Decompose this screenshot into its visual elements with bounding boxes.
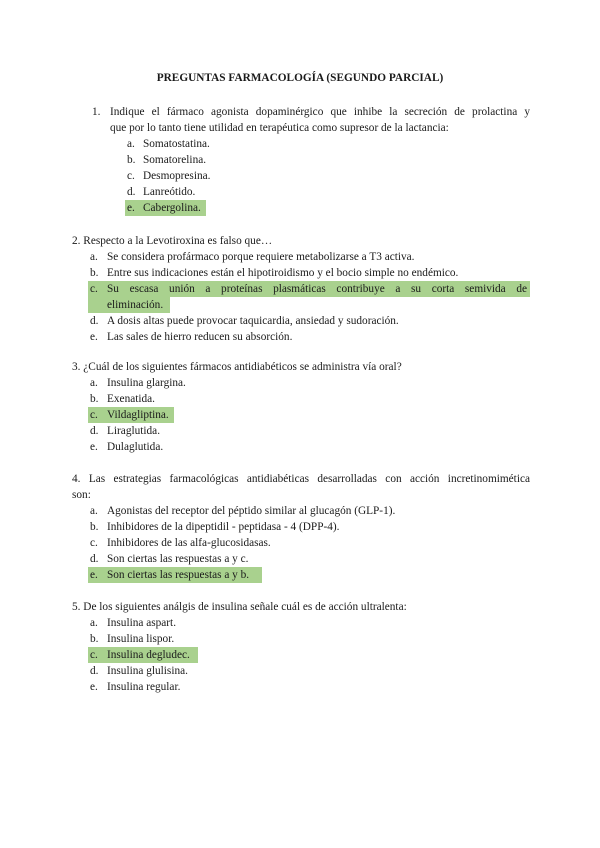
option-text: Insulina regular. [107,681,181,693]
option-e-correct[interactable] [127,200,530,216]
question-stem-line: Indique el fármaco agonista dopaminérgico que inhibe la secreción de prolactina y [110,106,530,118]
option-c-correct[interactable] [90,281,530,313]
option-label: e. [90,569,98,581]
option-text: Insulina aspart. [107,617,177,629]
option-text: Agonistas del receptor del péptido similar al glucagón (GLP-1). [107,505,396,517]
option-text: Insulina glulisina. [107,665,188,677]
option-text-line: Su escasa unión a proteínas plasmáticas contribuye a su corta semivida de [107,283,527,295]
option-label: b. [90,633,99,645]
option-text: Las sales de hierro reducen su absorción. [107,331,293,343]
option-label: a. [90,377,98,389]
option-e[interactable] [90,329,530,345]
option-b[interactable] [90,391,530,407]
question-number: 1. [92,106,101,118]
option-c-correct[interactable] [90,407,530,423]
option-label: d. [90,553,99,565]
option-b[interactable] [127,152,530,168]
option-e[interactable] [90,679,530,695]
option-label: e. [90,331,98,343]
option-text: Insulina degludec. [107,649,190,661]
option-label: e. [90,441,98,453]
option-d[interactable] [90,551,530,567]
option-label: e. [127,202,135,214]
option-d[interactable] [90,663,530,679]
option-label: d. [90,425,99,437]
question-stem-line: son: [72,489,91,501]
option-a[interactable] [90,375,530,391]
option-c[interactable] [127,168,530,184]
option-text: Entre sus indicaciones están el hipotiroidismo y el bocio simple no endémico. [107,267,459,279]
option-a[interactable] [90,503,530,519]
question-1 [92,104,530,216]
option-d[interactable] [127,184,530,200]
option-d[interactable] [90,313,530,329]
option-label: c. [90,283,98,295]
option-label: e. [90,681,98,693]
option-label: c. [90,409,98,421]
option-text: Son ciertas las respuestas a y c. [107,553,249,565]
option-text: Somatorelina. [143,154,207,166]
option-text: Cabergolina. [143,202,201,214]
option-text-line: eliminación. [107,299,164,311]
question-stem-line: que por lo tanto tiene utilidad en terapéutica como supresor de la lactancia: [110,122,449,134]
option-text: A dosis altas puede provocar taquicardia, ansiedad y sudoración. [107,315,399,327]
option-text: Exenatida. [107,393,155,405]
option-b[interactable] [90,519,530,535]
option-a[interactable] [90,249,530,265]
option-c[interactable] [90,535,530,551]
option-label: c. [90,537,98,549]
option-text: Somatostatina. [143,138,210,150]
option-b[interactable] [90,265,530,281]
option-label: a. [90,251,98,263]
option-label: c. [90,649,98,661]
option-label: c. [127,170,135,182]
option-text: Insulina glargina. [107,377,186,389]
option-a[interactable] [90,615,530,631]
question-stem-line: 4. Las estrategias farmacológicas antidiabéticas desarrolladas con acción incretinomimética [72,473,530,485]
option-text: Dulaglutida. [107,441,164,453]
option-a[interactable] [127,136,530,152]
option-d[interactable] [90,423,530,439]
option-label: a. [127,138,135,150]
option-text: Inhibidores de la dipeptidil - peptidasa - 4 (DPP-4). [107,521,340,533]
option-text: Vildagliptina. [107,409,169,421]
question-5 [72,599,530,695]
question-4 [72,471,530,583]
option-label: a. [90,505,98,517]
question-3 [72,359,530,455]
option-label: b. [90,393,99,405]
option-label: b. [90,521,99,533]
option-b[interactable] [90,631,530,647]
document-title: PREGUNTAS FARMACOLOGÍA (SEGUNDO PARCIAL) [156,72,444,84]
option-label: d. [90,315,99,327]
option-label: b. [127,154,136,166]
option-text: Se considera profármaco porque requiere metabolizarse a T3 activa. [107,251,415,263]
option-text: Inhibidores de las alfa-glucosidasas. [107,537,271,549]
option-e[interactable] [90,439,530,455]
question-stem: 5. De los siguientes análgis de insulina señale cuál es de acción ultralenta: [72,601,407,613]
option-text: Lanreótido. [143,186,196,198]
question-stem: 2. Respecto a la Levotiroxina es falso que… [72,235,273,247]
option-c-correct[interactable] [90,647,530,663]
option-text: Liraglutida. [107,425,161,437]
option-label: b. [90,267,99,279]
option-label: a. [90,617,98,629]
option-text: Desmopresina. [143,170,211,182]
question-stem: 3. ¿Cuál de los siguientes fármacos antidiabéticos se administra vía oral? [72,361,402,373]
option-e-correct[interactable] [90,567,530,583]
option-label: d. [127,186,136,198]
question-2 [72,233,530,345]
option-label: d. [90,665,99,677]
option-text: Insulina lispor. [107,633,175,645]
option-text: Son ciertas las respuestas a y b. [107,569,250,581]
